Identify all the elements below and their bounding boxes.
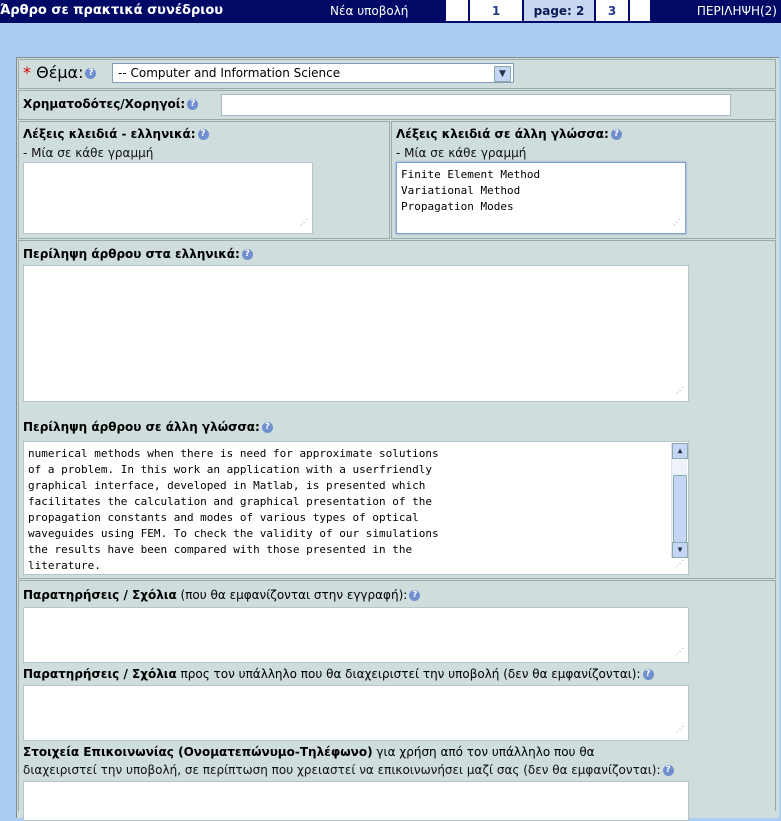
comments-staff-label: Παρατηρήσεις / Σχόλια προς τον υπάλληλο που θα διαχειριστεί την υποβολή (δεν θα εμφανίζονται): ? <box>23 667 654 681</box>
help-icon[interactable]: ? <box>262 422 273 433</box>
scroll-thumb[interactable] <box>673 475 687 543</box>
help-icon[interactable]: ? <box>663 765 674 776</box>
scroll-down-icon[interactable]: ▼ <box>672 542 688 558</box>
keywords-other-textarea[interactable]: Finite Element Method Variational Method Propagation Modes ⋰ <box>396 162 686 234</box>
keywords-other-label: Λέξεις κλειδιά σε άλλη γλώσσα: ? <box>396 127 622 141</box>
resize-grip-icon[interactable]: ⋰ <box>676 559 684 568</box>
subject-row <box>18 59 776 89</box>
help-icon[interactable]: ? <box>611 129 622 140</box>
page-title: Άρθρο σε πρακτικά συνέδριου <box>0 3 224 18</box>
keywords-el-box <box>18 121 390 239</box>
resize-grip-icon[interactable]: ⋰ <box>673 218 681 227</box>
page-2-current: page: 2 <box>524 0 594 21</box>
keywords-el-textarea[interactable] <box>23 162 313 234</box>
top-bar <box>0 0 781 23</box>
comments-public-label: Παρατηρήσεις / Σχόλια (που θα εμφανίζονται στην εγγραφή): ? <box>23 588 420 602</box>
abstract-el-label: Περίληψη άρθρου στα ελληνικά: ? <box>23 247 253 261</box>
help-icon[interactable]: ? <box>187 99 198 110</box>
contact-label: Στοιχεία Επικοινωνίας (Ονοματεπώνυμο-Τηλέφωνο) για χρήση από τον υπάλληλο που θα <box>23 745 595 759</box>
keywords-el-hint: - Μία σε κάθε γραμμή <box>23 146 154 160</box>
sponsors-label: Χρηματοδότες/Χορηγοί: ? <box>23 97 198 111</box>
subject-select[interactable] <box>112 63 514 83</box>
resize-grip-icon[interactable]: ⋰ <box>676 386 684 395</box>
contact-textarea[interactable] <box>23 781 689 821</box>
abstract-other-label: Περίληψη άρθρου σε άλλη γλώσσα: ? <box>23 420 273 434</box>
keywords-el-label: Λέξεις κλειδιά - ελληνικά: ? <box>23 127 209 141</box>
help-icon[interactable]: ? <box>198 129 209 140</box>
keywords-other-box <box>391 121 776 239</box>
help-icon[interactable]: ? <box>85 68 96 79</box>
page-blank-right <box>630 0 650 21</box>
abstract-el-textarea[interactable] <box>23 265 689 402</box>
resize-grip-icon[interactable]: ⋰ <box>300 218 308 227</box>
help-icon[interactable]: ? <box>242 249 253 260</box>
resize-grip-icon[interactable]: ⋰ <box>676 725 684 734</box>
page-blank-left <box>446 0 468 21</box>
summary-link[interactable]: ΠΕΡΙΛΗΨΗ(2) <box>696 4 777 18</box>
abstract-other-textarea[interactable]: numerical methods when there is need for approximate solutions of a problem. In this work an application with a userfriendly graphical interface, developed in Matlab, is presented which facilitates the calculation and graphical presentation of the propagation constants and modes of various types of optical waveguides using FEM. To check the validity of our simulations the results have been compared with those presented in the literature. ▲ ▼ ⋰ <box>23 441 689 575</box>
abstracts-box <box>18 240 776 579</box>
sponsors-input[interactable] <box>221 94 731 116</box>
comments-staff-textarea[interactable] <box>23 685 689 741</box>
contact-label-line2: διαχειριστεί την υποβολή, σε περίπτωση που χρειαστεί να επικοινωνήσει μαζί σας (δεν θα εμφανίζονται): ? <box>23 763 674 777</box>
page-3-link[interactable]: 3 <box>596 0 628 21</box>
new-submission-link[interactable]: Νέα υποβολή <box>330 4 409 18</box>
comments-public-textarea[interactable] <box>23 607 689 663</box>
comments-box <box>18 580 776 811</box>
resize-grip-icon[interactable]: ⋰ <box>676 647 684 656</box>
subject-selected-value: -- Computer and Information Science <box>118 66 341 80</box>
subject-label: * Θέμα: ? <box>23 63 96 82</box>
chevron-down-icon[interactable]: ▼ <box>494 66 511 82</box>
page-1-link[interactable]: 1 <box>470 0 522 21</box>
abstract-scrollbar[interactable] <box>671 443 687 558</box>
sponsors-row <box>18 90 776 120</box>
help-icon[interactable]: ? <box>409 590 420 601</box>
help-icon[interactable]: ? <box>643 669 654 680</box>
keywords-other-hint: - Μία σε κάθε γραμμή <box>396 146 527 160</box>
scroll-up-icon[interactable]: ▲ <box>672 443 688 459</box>
